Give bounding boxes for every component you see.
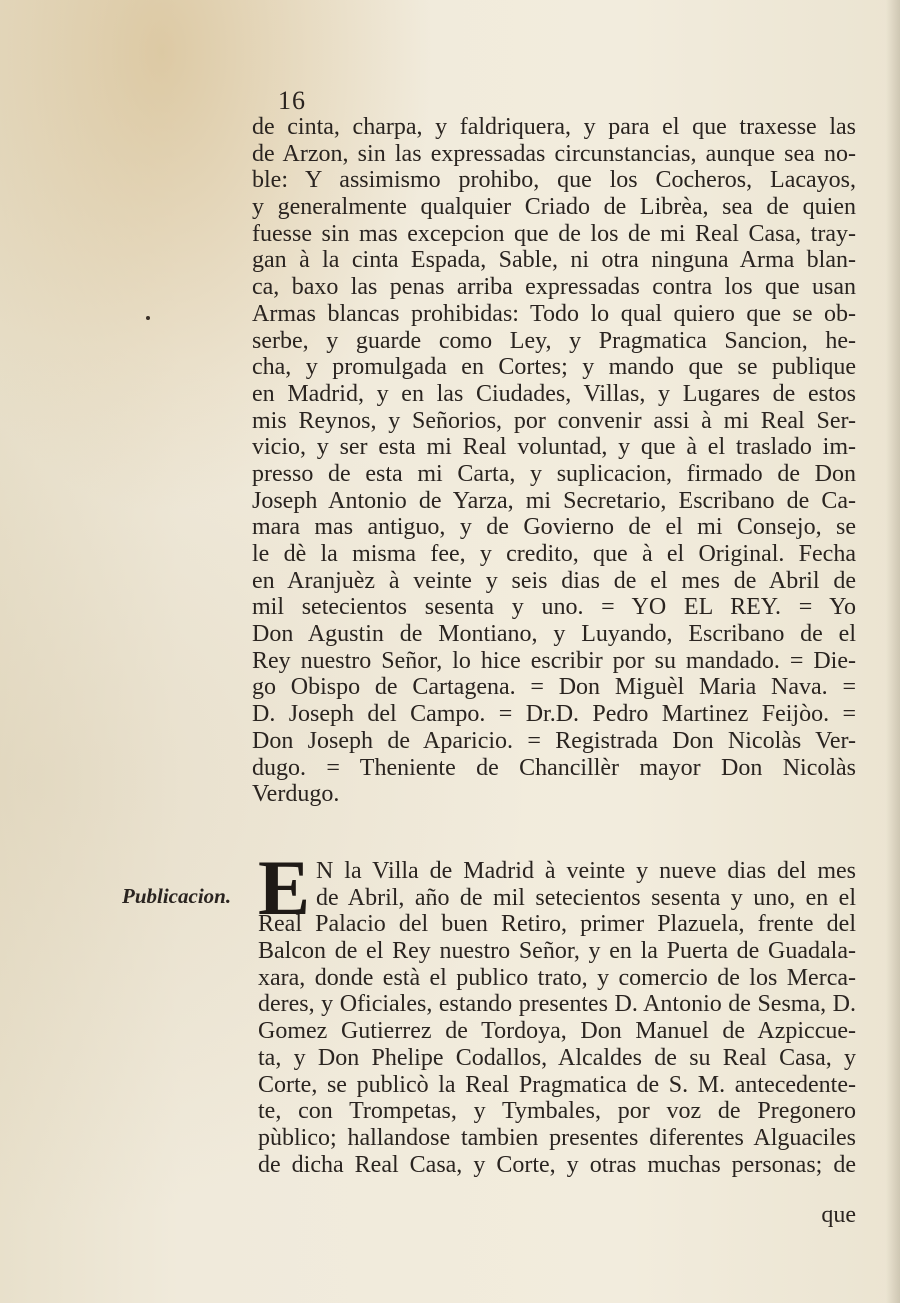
text-line: dugo. = Theniente de Chancillèr mayor Don Nicolàs [252, 754, 856, 781]
text-line: en Madrid, y en las Ciudades, Villas, y Lugares de estos [252, 380, 856, 407]
text-line: vicio, y ser esta mi Real voluntad, y que à el traslado im- [252, 434, 856, 461]
text-line: y generalmente qualquier Criado de Librèa, sea de quien [252, 194, 856, 221]
text-line: ca, baxo las penas arriba expressadas contra los que usan [252, 274, 856, 301]
text-line: presso de esta mi Carta, y suplicacion, firmado de Don [252, 460, 856, 487]
text-line: Armas blancas prohibidas: Todo lo qual quiero que se ob- [252, 300, 856, 327]
text-line: xara, donde està el publico trato, y comercio de los Merca- [258, 964, 856, 991]
catchword: que [821, 1202, 856, 1228]
text-line: de Arzon, sin las expressadas circunstancias, aunque sea no- [252, 140, 856, 167]
text-line: fuesse sin mas excepcion que de los de mi Real Casa, tray- [252, 220, 856, 247]
page-number: 16 [278, 86, 306, 115]
ink-speck [146, 316, 150, 320]
text-line: D. Joseph del Campo. = Dr.D. Pedro Martinez Feijòo. = [252, 701, 856, 728]
text-line: Joseph Antonio de Yarza, mi Secretario, Escribano de Ca- [252, 487, 856, 514]
text-line: ble: Y assimismo prohibo, que los Cocheros, Lacayos, [252, 167, 856, 194]
page-edge-shadow [886, 0, 900, 1303]
drop-cap: E [258, 844, 311, 931]
text-line: mil setecientos sesenta y uno. = YO EL REY. = Yo [252, 594, 856, 621]
main-text-block [252, 114, 856, 808]
text-line: pùblico; hallandose tambien presentes diferentes Alguaciles [258, 1124, 856, 1151]
text-line: gan à la cinta Espada, Sable, ni otra ninguna Arma blan- [252, 247, 856, 274]
text-line: Balcon de el Rey nuestro Señor, y en la Puerta de Guadala- [258, 938, 856, 965]
text-line: Don Agustin de Montiano, y Luyando, Escribano de el [252, 621, 856, 648]
text-line: de dicha Real Casa, y Corte, y otras muchas personas; de [258, 1151, 856, 1178]
text-line: N la Villa de Madrid à veinte y nueve dias del mes [316, 858, 856, 884]
publication-text-block [258, 844, 856, 1178]
marginal-note: Publicacion. [122, 884, 232, 908]
text-line: serbe, y guarde como Ley, y Pragmatica Sancion, he- [252, 327, 856, 354]
text-line: de cinta, charpa, y faldriquera, y para el que traxesse las [252, 114, 856, 140]
text-line: deres, y Oficiales, estando presentes D. Antonio de Sesma, D. [258, 991, 856, 1018]
text-line: te, con Trompetas, y Tymbales, por voz de Pregonero [258, 1098, 856, 1125]
text-line: mara mas antiguo, y de Govierno de el mi Consejo, se [252, 514, 856, 541]
text-line: le dè la misma fee, y credito, que à el Original. Fecha [252, 541, 856, 567]
text-line: Real Palacio del buen Retiro, primer Plazuela, frente del [258, 911, 856, 938]
text-line: en Aranjuèz à veinte y seis dias de el mes de Abril de [252, 567, 856, 594]
text-line: de Abril, año de mil setecientos sesenta y uno, en el [316, 884, 856, 911]
text-line: Don Joseph de Aparicio. = Registrada Don Nicolàs Ver- [252, 727, 856, 754]
text-line: ta, y Don Phelipe Codallos, Alcaldes de su Real Casa, y [258, 1044, 856, 1071]
text-line: Rey nuestro Señor, lo hice escribir por su mandado. = Die- [252, 647, 856, 674]
text-line: Corte, se publicò la Real Pragmatica de S. M. antecedente- [258, 1071, 856, 1098]
text-line: Gomez Gutierrez de Tordoya, Don Manuel de Azpiccue- [258, 1018, 856, 1045]
text-line: go Obispo de Cartagena. = Don Miguèl Maria Nava. = [252, 674, 856, 701]
text-line: mis Reynos, y Señorios, por convenir assi à mi Real Ser- [252, 407, 856, 434]
text-line: cha, y promulgada en Cortes; y mando que se publique [252, 354, 856, 381]
text-line: Verdugo. [252, 781, 340, 808]
